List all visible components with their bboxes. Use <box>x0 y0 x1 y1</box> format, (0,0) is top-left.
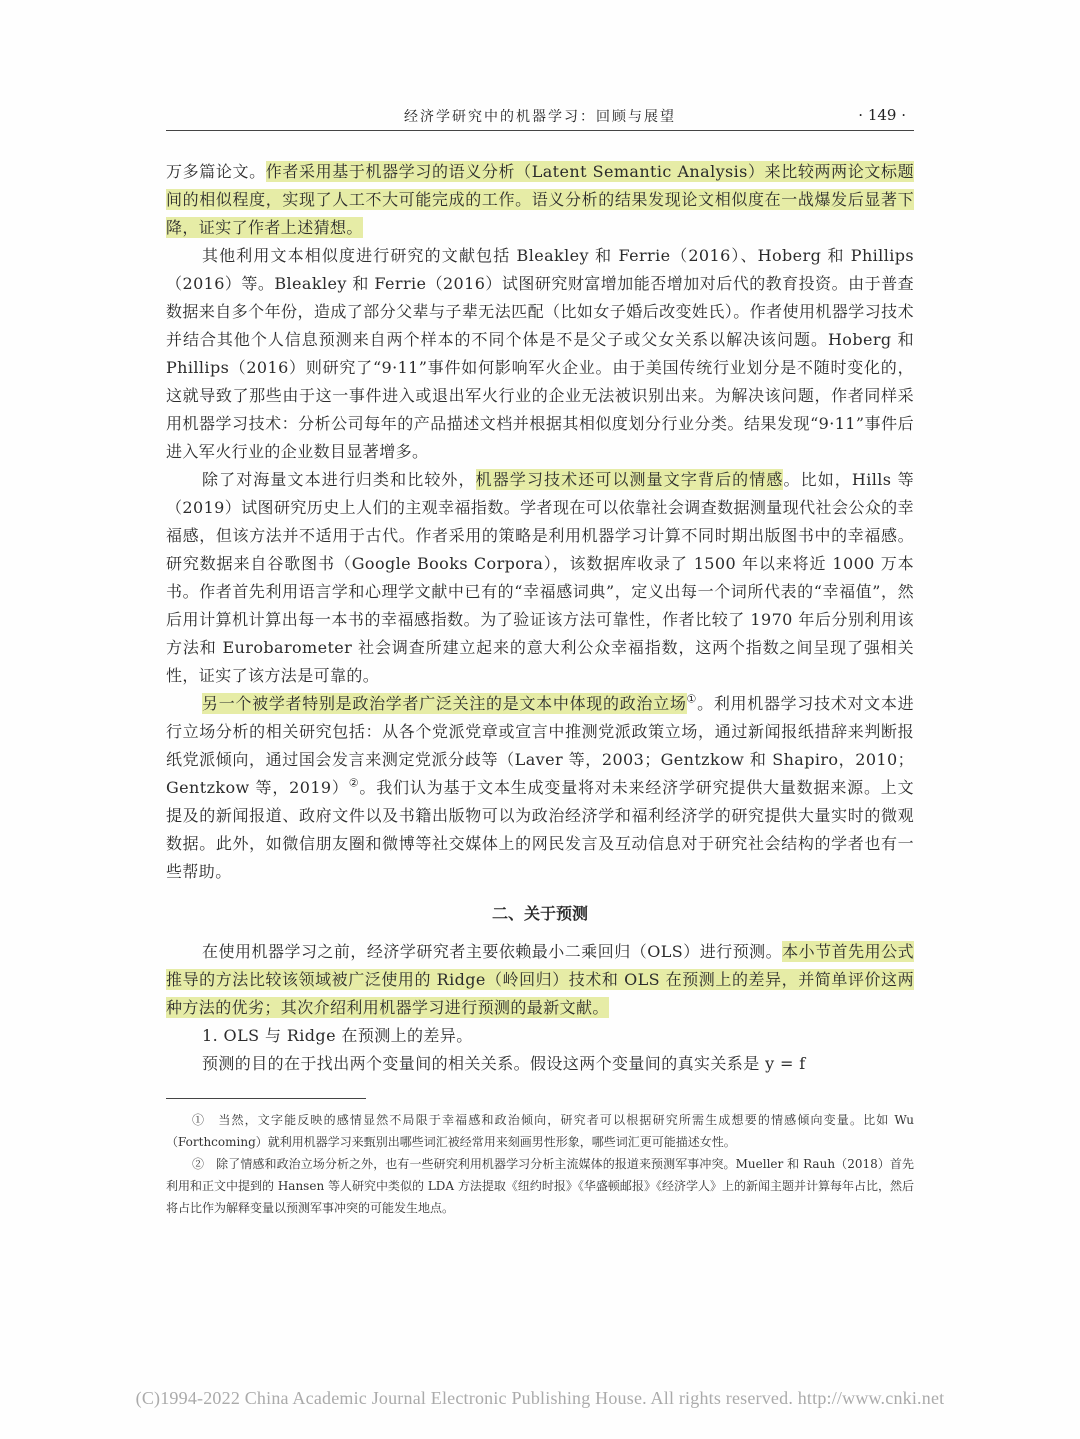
paragraph-2: 其他利用文本相似度进行研究的文献包括 Bleakley 和 Ferrie（2016）、Hoberg 和 Phillips（2016）等。Bleakley 和 Ferrie（2016）试图研究财富增加能否增加对后代的教育投资。由于普查数据来自多个年份，造成了部分父辈与子辈无法匹配（比如女子婚后改变姓氏）。作者使用机器学习技术并结合其他个人信息预测来自两个样本的不同个体是不是父子或父女关系以解决该问题。Hoberg 和 Phillips（2016）则研究了“9·11”事件如何影响军火企业。由于美国传统行业划分是不随时变化的，这就导致了那些由于这一事件进入或退出军火行业的企业无法被识别出来。为解决该问题，作者同样采用机器学习技术：分析公司每年的产品描述文档并根据其相似度划分行业分类。结果发现“9·11”事件后进入军火行业的企业数目显著增多。 <box>166 246 914 461</box>
highlight-political-stance: 另一个被学者特别是政治学者广泛关注的是文本中体现的政治立场 <box>202 694 687 713</box>
running-header <box>166 106 914 131</box>
article-body <box>166 158 914 1219</box>
footnote-ref-2[interactable]: ② <box>348 776 360 790</box>
paragraph-4-mid: 。利用机器学习技术对文本进行立场分析的相关研究包括：从各个党派党章或宣言中推测党派政策立场，通过新闻报纸措辞来判断报纸党派倾向，通过国会发言来测定党派分歧等（Laver 等，2003；Gentzkow 和 Shapiro，2010；Gentzkow 等，2019） <box>166 694 915 797</box>
section-heading: 二、关于预测 <box>491 904 588 923</box>
copyright-watermark: (C)1994-2022 China Academic Journal Electronic Publishing House. All rights reserved. http://www.cnki.net <box>135 1388 945 1408</box>
highlight-sentiment: 机器学习技术还可以测量文字背后的情感 <box>475 470 784 489</box>
footnote-2: ② 除了情感和政治立场分析之外，也有一些研究利用机器学习分析主流媒体的报道来预测军事冲突。Mueller 和 Rauh（2018）首先利用和正文中提到的 Hansen 等人研究中类似的 LDA 方法提取《纽约时报》《华盛顿邮报》《经济学人》上的新闻主题并计算每年占比，然后将占比作为解释变量以预测军事冲突的可能发生地点。 <box>166 1157 914 1215</box>
paragraph-1 <box>166 158 914 242</box>
paragraph-7: 预测的目的在于找出两个变量间的相关关系。假设这两个变量间的真实关系是 y = f <box>202 1054 806 1073</box>
paragraph-3 <box>166 466 914 690</box>
paragraph-1-lead: 万多篇论文。 <box>166 162 266 181</box>
paragraph-3-lead: 除了对海量文本进行归类和比较外， <box>202 470 476 489</box>
subsection-heading: 1. OLS 与 Ridge 在预测上的差异。 <box>202 1026 473 1045</box>
paragraph-3-rest: 。比如，Hills 等（2019）试图研究历史上人们的主观幸福指数。学者现在可以依靠社会调查数据测量现代社会公众的幸福感，但该方法并不适用于古代。作者采用的策略是利用机器学习计算不同时期出版图书中的幸福感。研究数据来自谷歌图书（Google Books Corpora），该数据库收录了 1500 年以来将近 1000 万本书。作者首先利用语言学和心理学文献中已有的“幸福感词典”，定义出每一个词所代表的“幸福值”，然后用计算机计算出每一本书的幸福感指数。为了验证该方法可靠性，作者比较了 1970 年后分别利用该方法和 Eurobarometer 社会调查所建立起来的意大利公众幸福指数，这两个指数之间呈现了强相关性，证实了该方法是可靠的。 <box>166 470 914 685</box>
highlight-ridge-ols: 本小节首先用公式推导的方法比较该领域被广泛使用的 Ridge（岭回归）技术和 OLS 在预测上的差异，并简单评价这两种方法的优劣；其次介绍利用机器学习进行预测的最新文献。 <box>166 942 915 1017</box>
footnote-1: ① 当然，文字能反映的感情显然不局限于幸福感和政治倾向，研究者可以根据研究所需生成想要的情感倾向变量。比如 Wu（Forthcoming）就利用机器学习来甄别出哪些词汇被经常用来刻画男性形象，哪些词汇更可能描述女性。 <box>166 1113 914 1149</box>
footnote-ref-1[interactable]: ① <box>686 692 698 706</box>
paragraph-4 <box>166 690 914 886</box>
running-title: 经济学研究中的机器学习：回顾与展望 <box>404 109 676 125</box>
highlight-lsa: 作者采用基于机器学习的语义分析（Latent Semantic Analysis）来比较两两论文标题间的相似程度，实现了人工不大可能完成的工作。语义分析的结果发现论文相似度在一战爆发后显著下降，证实了作者上述猜想。 <box>166 162 914 237</box>
footnote-divider <box>166 1098 366 1099</box>
page-number: · 149 · <box>858 106 906 124</box>
paragraph-5-lead: 在使用机器学习之前，经济学研究者主要依赖最小二乘回归（OLS）进行预测。 <box>202 942 783 961</box>
paragraph-5 <box>166 938 914 1022</box>
paragraph-4-rest: 。我们认为基于文本生成变量将对未来经济学研究提供大量数据来源。上文提及的新闻报道、政府文件以及书籍出版物可以为政治经济学和福利经济学的研究提供大量实时的微观数据。此外，如微信朋友圈和微博等社交媒体上的网民发言及互动信息对于研究社会结构的学者也有一些帮助。 <box>166 778 914 881</box>
